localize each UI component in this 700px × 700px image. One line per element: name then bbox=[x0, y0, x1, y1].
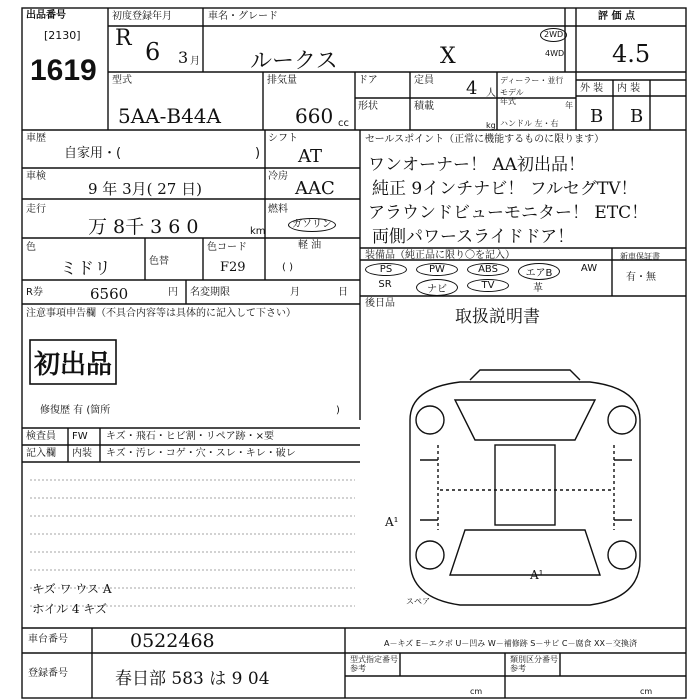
equip-aw: AW bbox=[580, 263, 598, 274]
shift-value: AT bbox=[298, 146, 323, 167]
rating-value: 4.5 bbox=[612, 40, 651, 68]
equip-navi: ナビ bbox=[416, 279, 458, 296]
fuel-other: ( ) bbox=[282, 262, 293, 273]
mileage-label: 走行 bbox=[26, 204, 46, 215]
hand-note-1: キズ ワ ウス A bbox=[32, 582, 112, 596]
first-reg-label: 初度登録年月 bbox=[112, 11, 172, 22]
rear-label: 後日品 bbox=[365, 298, 395, 309]
inspect-value: 9 年 3月( 27 日) bbox=[88, 180, 202, 198]
recycle-unit: 円 bbox=[168, 287, 178, 298]
name-label: 車名・グレード bbox=[208, 11, 278, 22]
color-code-label: 色コード bbox=[207, 242, 247, 253]
sales-line-4: 両側パワースライドドア！ bbox=[372, 227, 575, 247]
equip-sr: SR bbox=[378, 279, 392, 290]
equipment-label: 装備品（純正品に限り〇を記入） bbox=[365, 250, 515, 261]
chassis-label: 車台番号 bbox=[28, 634, 68, 645]
repair-history: 修復歴 有 (箇所 bbox=[40, 405, 111, 416]
interior-label: 内装 bbox=[72, 448, 92, 459]
ext-grade: B bbox=[590, 106, 604, 127]
recycle-value: 6560 bbox=[90, 285, 129, 303]
lot-label: 出品番号 bbox=[26, 10, 66, 21]
model-year-label: モデル年式 bbox=[500, 88, 524, 106]
damage-mark-1: A¹ bbox=[385, 515, 399, 529]
equip-airbag: エアB bbox=[518, 263, 560, 280]
repair-close: ) bbox=[336, 405, 340, 416]
interior-items: キズ・汚レ・コゲ・穴・スレ・キレ・破レ bbox=[106, 448, 296, 459]
cm-unit-1: cm bbox=[470, 687, 483, 696]
equip-ps: PS bbox=[365, 263, 407, 276]
year-suffix: 年 bbox=[565, 101, 573, 110]
color-value: ミドリ bbox=[60, 259, 111, 279]
warranty-value: 有・無 bbox=[626, 272, 656, 283]
ext-label: 外 装 bbox=[580, 83, 604, 94]
fw-label: FW bbox=[72, 431, 88, 442]
reg-label: 登録番号 bbox=[28, 668, 68, 679]
seat-unit: 人 bbox=[486, 88, 496, 99]
damage-mark-2: A¹ bbox=[530, 568, 544, 582]
inspector-label: 検査員 bbox=[26, 431, 56, 442]
ac-value: AAC bbox=[295, 178, 335, 199]
mileage-unit: km bbox=[250, 226, 266, 237]
reg-year: 6 bbox=[145, 38, 161, 66]
equip-tv: TV bbox=[467, 279, 509, 292]
load-label: 積載 bbox=[414, 101, 434, 112]
color-code-value: F29 bbox=[220, 260, 246, 275]
warranty-label: 新車保証書 bbox=[620, 252, 660, 261]
model-label: 型式 bbox=[112, 75, 132, 86]
equip-abs: ABS bbox=[467, 263, 509, 276]
reg-month: 3 bbox=[178, 48, 189, 67]
door-label: ドア bbox=[358, 75, 378, 86]
int-grade: B bbox=[630, 106, 644, 127]
equip-leather: 革 bbox=[533, 283, 543, 294]
dealer-label: ディーラー・並行 bbox=[500, 76, 564, 85]
load-unit: kg bbox=[486, 121, 496, 130]
name-change-label: 名変期限 bbox=[190, 287, 230, 298]
lot-number: 1619 bbox=[30, 54, 97, 87]
spare-label: スペア bbox=[406, 597, 430, 606]
entry-label: 記入欄 bbox=[26, 448, 56, 459]
disp-unit: cc bbox=[338, 118, 349, 129]
month-unit: 月 bbox=[190, 56, 200, 67]
seat-label: 定員 bbox=[414, 75, 434, 86]
history-paren: ) bbox=[255, 146, 261, 161]
era: R bbox=[115, 26, 132, 51]
sales-line-1: ワンオーナー！ AA初出品！ bbox=[368, 155, 585, 175]
history-value: 自家用・( bbox=[64, 146, 122, 161]
fw-items: キズ・飛石・ヒビ割・リペア跡・×要 bbox=[106, 431, 274, 442]
type-spec-label: 型式指定番号 参考 bbox=[350, 655, 398, 673]
color-change-label: 色替 bbox=[149, 256, 169, 267]
rear-value: 取扱説明書 bbox=[455, 307, 540, 327]
name-change-month: 月 bbox=[290, 287, 300, 298]
notes-label: 注意事項申告欄（不具合内容等は具体的に記入して下さい） bbox=[26, 308, 296, 319]
disp-label: 排気量 bbox=[267, 75, 297, 86]
drive-2wd: 2WD bbox=[540, 28, 567, 42]
fuel-gasoline: ガソリン bbox=[288, 218, 336, 232]
recycle-label: R券 bbox=[26, 287, 43, 298]
int-label: 内 装 bbox=[617, 83, 641, 94]
chassis-value: 0522468 bbox=[130, 630, 215, 652]
drive-4wd: 4WD bbox=[545, 49, 565, 58]
shape-label: 形状 bbox=[358, 101, 378, 112]
seat-value: 4 bbox=[466, 78, 478, 99]
fuel-label: 燃料 bbox=[268, 204, 288, 215]
car-diagram bbox=[410, 370, 640, 605]
fuel-diesel: 軽 油 bbox=[298, 240, 322, 251]
ac-label: 冷房 bbox=[268, 171, 288, 182]
grade: X bbox=[440, 44, 456, 69]
shift-label: シフト bbox=[268, 133, 298, 144]
color-label: 色 bbox=[26, 242, 36, 253]
equip-pw: PW bbox=[416, 263, 458, 276]
sales-line-3: アラウンドビューモニター！ ETC！ bbox=[368, 203, 649, 223]
handle-label: ハンドル 左・右 bbox=[500, 119, 559, 128]
sales-line-2: 純正 9インチナビ！ フルセグTV！ bbox=[372, 179, 638, 199]
disp-value: 660 bbox=[295, 104, 334, 128]
name-change-day: 日 bbox=[338, 287, 348, 298]
first-listing-stamp: 初出品 bbox=[34, 350, 113, 380]
car-name: ルークス bbox=[250, 49, 338, 74]
lot-code: [2130] bbox=[44, 29, 81, 42]
model-value: 5AA-B44A bbox=[118, 104, 221, 128]
mileage-value: 万 8千 3 6 0 bbox=[88, 216, 199, 238]
class-spec-label: 類別区分番号 参考 bbox=[510, 655, 558, 673]
reg-value: 春日部 583 は 9 04 bbox=[115, 669, 270, 689]
history-label: 車歴 bbox=[26, 133, 46, 144]
inspect-label: 車検 bbox=[26, 171, 46, 182]
cm-unit-2: cm bbox=[640, 687, 653, 696]
rating-label: 評 価 点 bbox=[598, 11, 635, 22]
hand-note-2: ホイル 4 キズ bbox=[32, 602, 108, 616]
sales-label: セールスポイント（正常に機能するものに限ります） bbox=[365, 134, 605, 145]
damage-legend: A－キズ E－エクボ U－凹み W－補修跡 S－サビ C－腐食 XX－交換済 bbox=[384, 639, 638, 648]
